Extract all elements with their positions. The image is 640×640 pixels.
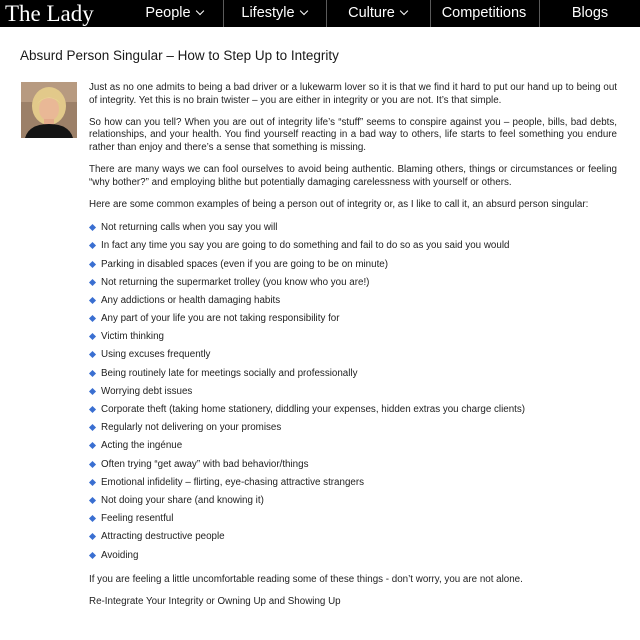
bullet-diamond-icon xyxy=(89,297,96,304)
list-item xyxy=(89,530,617,548)
list-item xyxy=(89,239,617,257)
list-item-text: Being routinely late for meetings socially and professionally xyxy=(101,367,358,379)
bullet-diamond-icon xyxy=(89,351,96,358)
bullet-diamond-icon xyxy=(89,461,96,468)
site-logo[interactable]: The Lady xyxy=(5,1,94,26)
article-body xyxy=(89,82,617,618)
list-item xyxy=(89,276,617,294)
top-navigation xyxy=(0,0,640,27)
bullet-diamond-icon xyxy=(89,279,96,286)
list-item xyxy=(89,348,617,366)
list-item-text: Corporate theft (taking home stationery, diddling your expenses, hidden extras you charge clients) xyxy=(101,404,526,415)
list-item-text: Not returning calls when you say you will xyxy=(101,222,278,234)
nav-item-label: People xyxy=(145,5,191,21)
article-paragraph: Just as no one admits to being a bad driver or a lukewarm lover so it is that we find it hard to put our hand up to being out of integrity. Yet this is no brain twister – you are either in integrity or you are not. It’s that simple. xyxy=(89,82,617,106)
bullet-diamond-icon xyxy=(89,333,96,340)
list-item-text: Avoiding xyxy=(101,549,139,561)
list-item xyxy=(89,458,617,476)
chevron-down-icon xyxy=(400,7,408,15)
bullet-diamond-icon xyxy=(89,388,96,395)
list-item-text: Not doing your share (and knowing it) xyxy=(101,494,264,506)
bullet-diamond-icon xyxy=(89,315,96,322)
list-item xyxy=(89,330,617,348)
list-item xyxy=(89,439,617,457)
list-item xyxy=(89,512,617,530)
nav-item-label: Culture xyxy=(348,5,395,21)
list-item-text: In fact any time you say you are going to do something and fail to do so as you said you would xyxy=(101,240,510,252)
nav-item-competitions[interactable] xyxy=(431,0,537,27)
list-item-text: Not returning the supermarket trolley (you know who you are!) xyxy=(101,276,370,288)
bullet-diamond-icon xyxy=(89,224,96,231)
author-avatar xyxy=(21,82,77,138)
bullet-diamond-icon xyxy=(89,442,96,449)
nav-item-label: Lifestyle xyxy=(241,5,295,21)
chevron-down-icon xyxy=(299,7,307,15)
nav-item-culture[interactable] xyxy=(327,0,428,27)
list-item-text: Victim thinking xyxy=(101,331,164,343)
list-item-text: Any addictions or health damaging habits xyxy=(101,294,281,306)
list-item-text: Emotional infidelity – flirting, eye-chasing attractive strangers xyxy=(101,476,365,488)
list-item xyxy=(89,421,617,439)
list-item xyxy=(89,385,617,403)
list-item xyxy=(89,549,617,567)
bullet-diamond-icon xyxy=(89,515,96,522)
list-item-text: Regularly not delivering on your promises xyxy=(101,422,282,434)
author-photo-icon xyxy=(21,82,77,138)
bullet-diamond-icon xyxy=(89,533,96,540)
list-item xyxy=(89,367,617,385)
nav-item-lifestyle[interactable] xyxy=(224,0,324,27)
bullet-diamond-icon xyxy=(89,424,96,431)
article-title: Absurd Person Singular – How to Step Up to Integrity xyxy=(20,48,339,63)
nav-item-blogs[interactable] xyxy=(540,0,640,27)
article-paragraph: Here are some common examples of being a person out of integrity or, as I like to call it, an absurd person singular: xyxy=(89,198,589,210)
list-item-text: Feeling resentful xyxy=(101,513,174,525)
article-closing-paragraph: If you are feeling a little uncomfortable reading some of these things - don’t worry, you are not alone. xyxy=(89,573,523,585)
list-item-text: Any part of your life you are not taking responsibility for xyxy=(101,313,340,325)
list-item xyxy=(89,476,617,494)
list-item-text: Attracting destructive people xyxy=(101,531,225,543)
nav-item-label: Competitions xyxy=(441,5,527,21)
article-paragraph: There are many ways we can fool ourselves to avoid being authentic. Blaming others, things or circumstances or feeling “why bother?” and employing blithe but potentially damaging carelessness with yourself or others. xyxy=(89,164,617,188)
nav-item-people[interactable] xyxy=(126,0,222,27)
list-item xyxy=(89,221,617,239)
nav-item-label: Blogs xyxy=(571,5,609,21)
list-item xyxy=(89,312,617,330)
bullet-diamond-icon xyxy=(89,479,96,486)
list-item-text: Parking in disabled spaces (even if you are going to be on minute) xyxy=(101,258,389,270)
bullet-diamond-icon xyxy=(89,370,96,377)
list-item-text: Worrying debt issues xyxy=(101,385,193,397)
chevron-down-icon xyxy=(195,7,203,15)
bullet-diamond-icon xyxy=(89,551,96,558)
list-item-text: Acting the ingénue xyxy=(101,440,183,452)
list-item-text: Using excuses frequently xyxy=(101,349,211,361)
list-item xyxy=(89,294,617,312)
list-item xyxy=(89,403,617,421)
bullet-diamond-icon xyxy=(89,406,96,413)
integrity-examples-list xyxy=(89,221,617,567)
list-item xyxy=(89,494,617,512)
bullet-diamond-icon xyxy=(89,497,96,504)
list-item-text: Often trying “get away” with bad behavior/things xyxy=(101,458,309,470)
article-paragraph: So how can you tell? When you are out of integrity life’s “stuff” seems to conspire against you – people, bills, bad debts, relationships, and your health. You find yourself reacting in a bad way to others, life starts to feel something you endure rather than enjoy and there’s a sense that something is missing. xyxy=(89,116,617,153)
list-item xyxy=(89,258,617,276)
bullet-diamond-icon xyxy=(89,260,96,267)
article-subheading: Re-Integrate Your Integrity or Owning Up and Showing Up xyxy=(89,595,341,607)
bullet-diamond-icon xyxy=(89,242,96,249)
